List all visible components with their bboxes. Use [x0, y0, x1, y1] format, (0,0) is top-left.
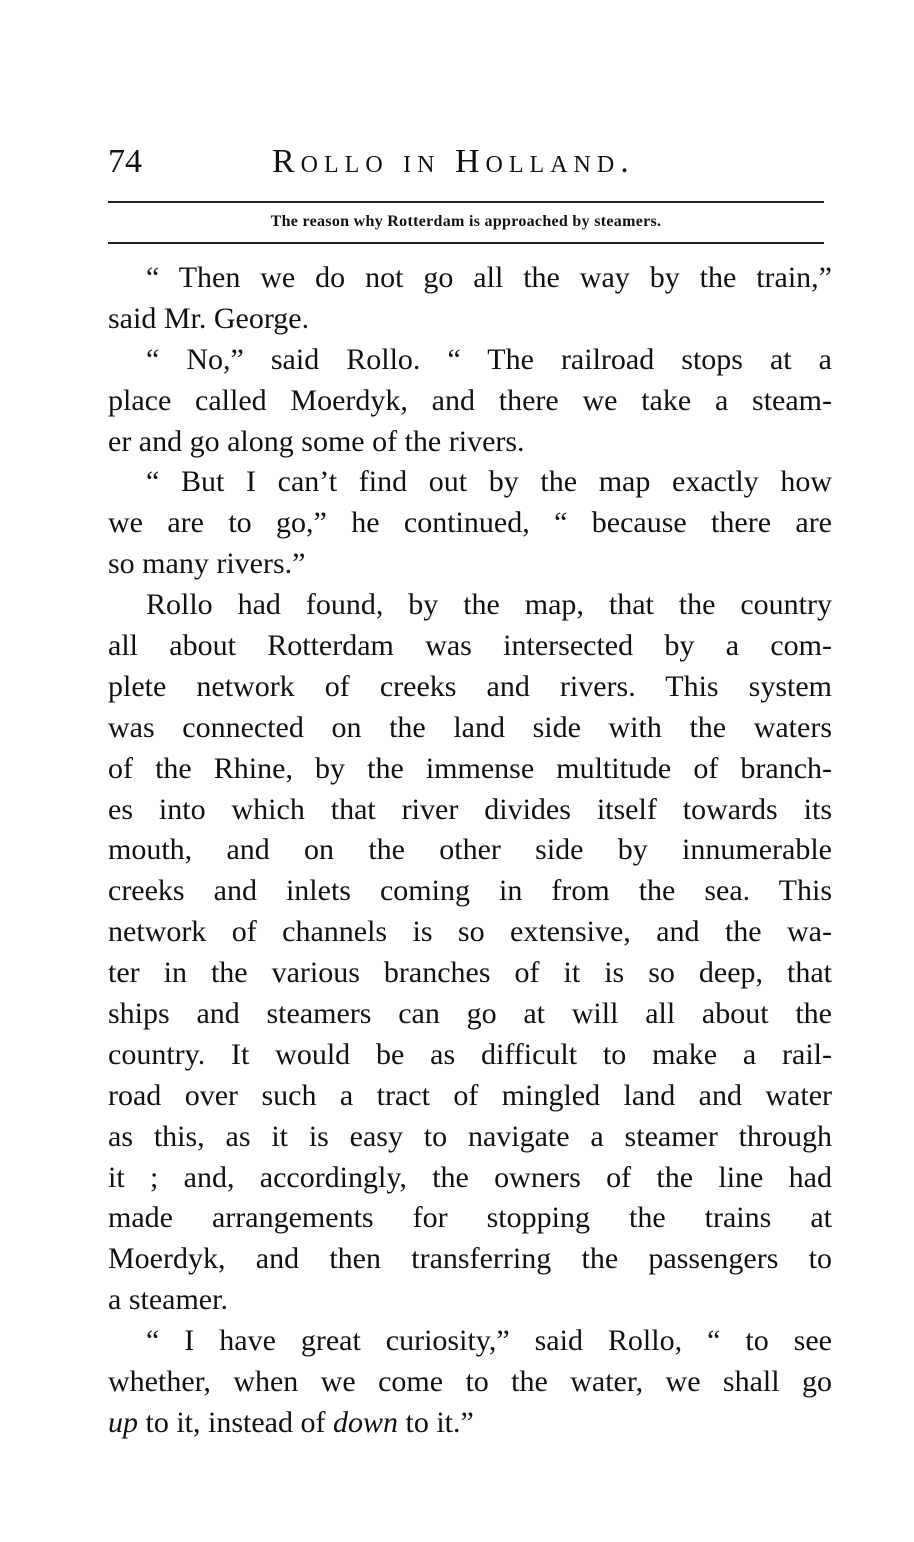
text-line: “ But I can’t find out by the map exactly how: [146, 465, 832, 499]
text-line: Moerdyk, and then transferring the passengers to: [108, 1242, 832, 1276]
text-line: ter in the various branches of it is so deep, that: [108, 956, 832, 990]
text-line: so many rivers.”: [108, 547, 306, 581]
text-line: creeks and inlets coming in from the sea. This: [108, 874, 832, 908]
text-line: network of channels is so extensive, and the wa-: [108, 915, 832, 949]
text-line: place called Moerdyk, and there we take a steam-: [108, 383, 832, 417]
page-number: 74: [108, 143, 142, 180]
text-line: Rollo had found, by the map, that the country: [146, 588, 832, 622]
body-text: [108, 258, 832, 1444]
book-title: Rollo in Holland.: [272, 143, 635, 180]
text-line: “ I have great curiosity,” said Rollo, “ to see: [146, 1324, 832, 1358]
text-line: was connected on the land side with the waters: [108, 710, 832, 744]
text-line: it ; and, accordingly, the owners of the line had: [108, 1160, 832, 1194]
text-line: ships and steamers can go at will all about the: [108, 997, 832, 1031]
text-line: plete network of creeks and rivers. This system: [108, 669, 832, 703]
running-head: [108, 142, 830, 186]
text-line: mouth, and on the other side by innumerable: [108, 833, 832, 867]
text-line: we are to go,” he continued, “ because there are: [108, 506, 832, 540]
text-line: country. It would be as difficult to make a rail-: [108, 1037, 832, 1071]
header-rule-bottom: [108, 242, 824, 244]
text-fragment: to it.”: [398, 1405, 474, 1439]
text-line: all about Rotterdam was intersected by a com-: [108, 629, 832, 663]
italic-word: up: [108, 1405, 138, 1439]
text-line: er and go along some of the rivers.: [108, 424, 525, 458]
text-fragment: to it, instead of: [138, 1405, 333, 1439]
final-text-line: [108, 1403, 832, 1444]
section-heading: The reason why Rotterdam is approached by steamers.: [270, 213, 662, 230]
text-line: “ Then we do not go all the way by the train,”: [146, 261, 832, 294]
text-line: whether, when we come to the water, we shall go: [108, 1365, 832, 1399]
text-line: said Mr. George.: [108, 301, 310, 335]
text-line: of the Rhine, by the immense multitude of branch-: [108, 751, 832, 785]
text-line: road over such a tract of mingled land and water: [108, 1078, 832, 1112]
text-line: made arrangements for stopping the trains at: [108, 1201, 832, 1235]
text-line: “ No,” said Rollo. “ The railroad stops at a: [146, 342, 832, 376]
text-line: es into which that river divides itself towards its: [108, 792, 832, 826]
header-rule-top: [108, 201, 824, 203]
italic-word: down: [332, 1405, 398, 1439]
text-line: as this, as it is easy to navigate a steamer through: [108, 1119, 832, 1153]
text-line: a steamer.: [108, 1283, 228, 1317]
